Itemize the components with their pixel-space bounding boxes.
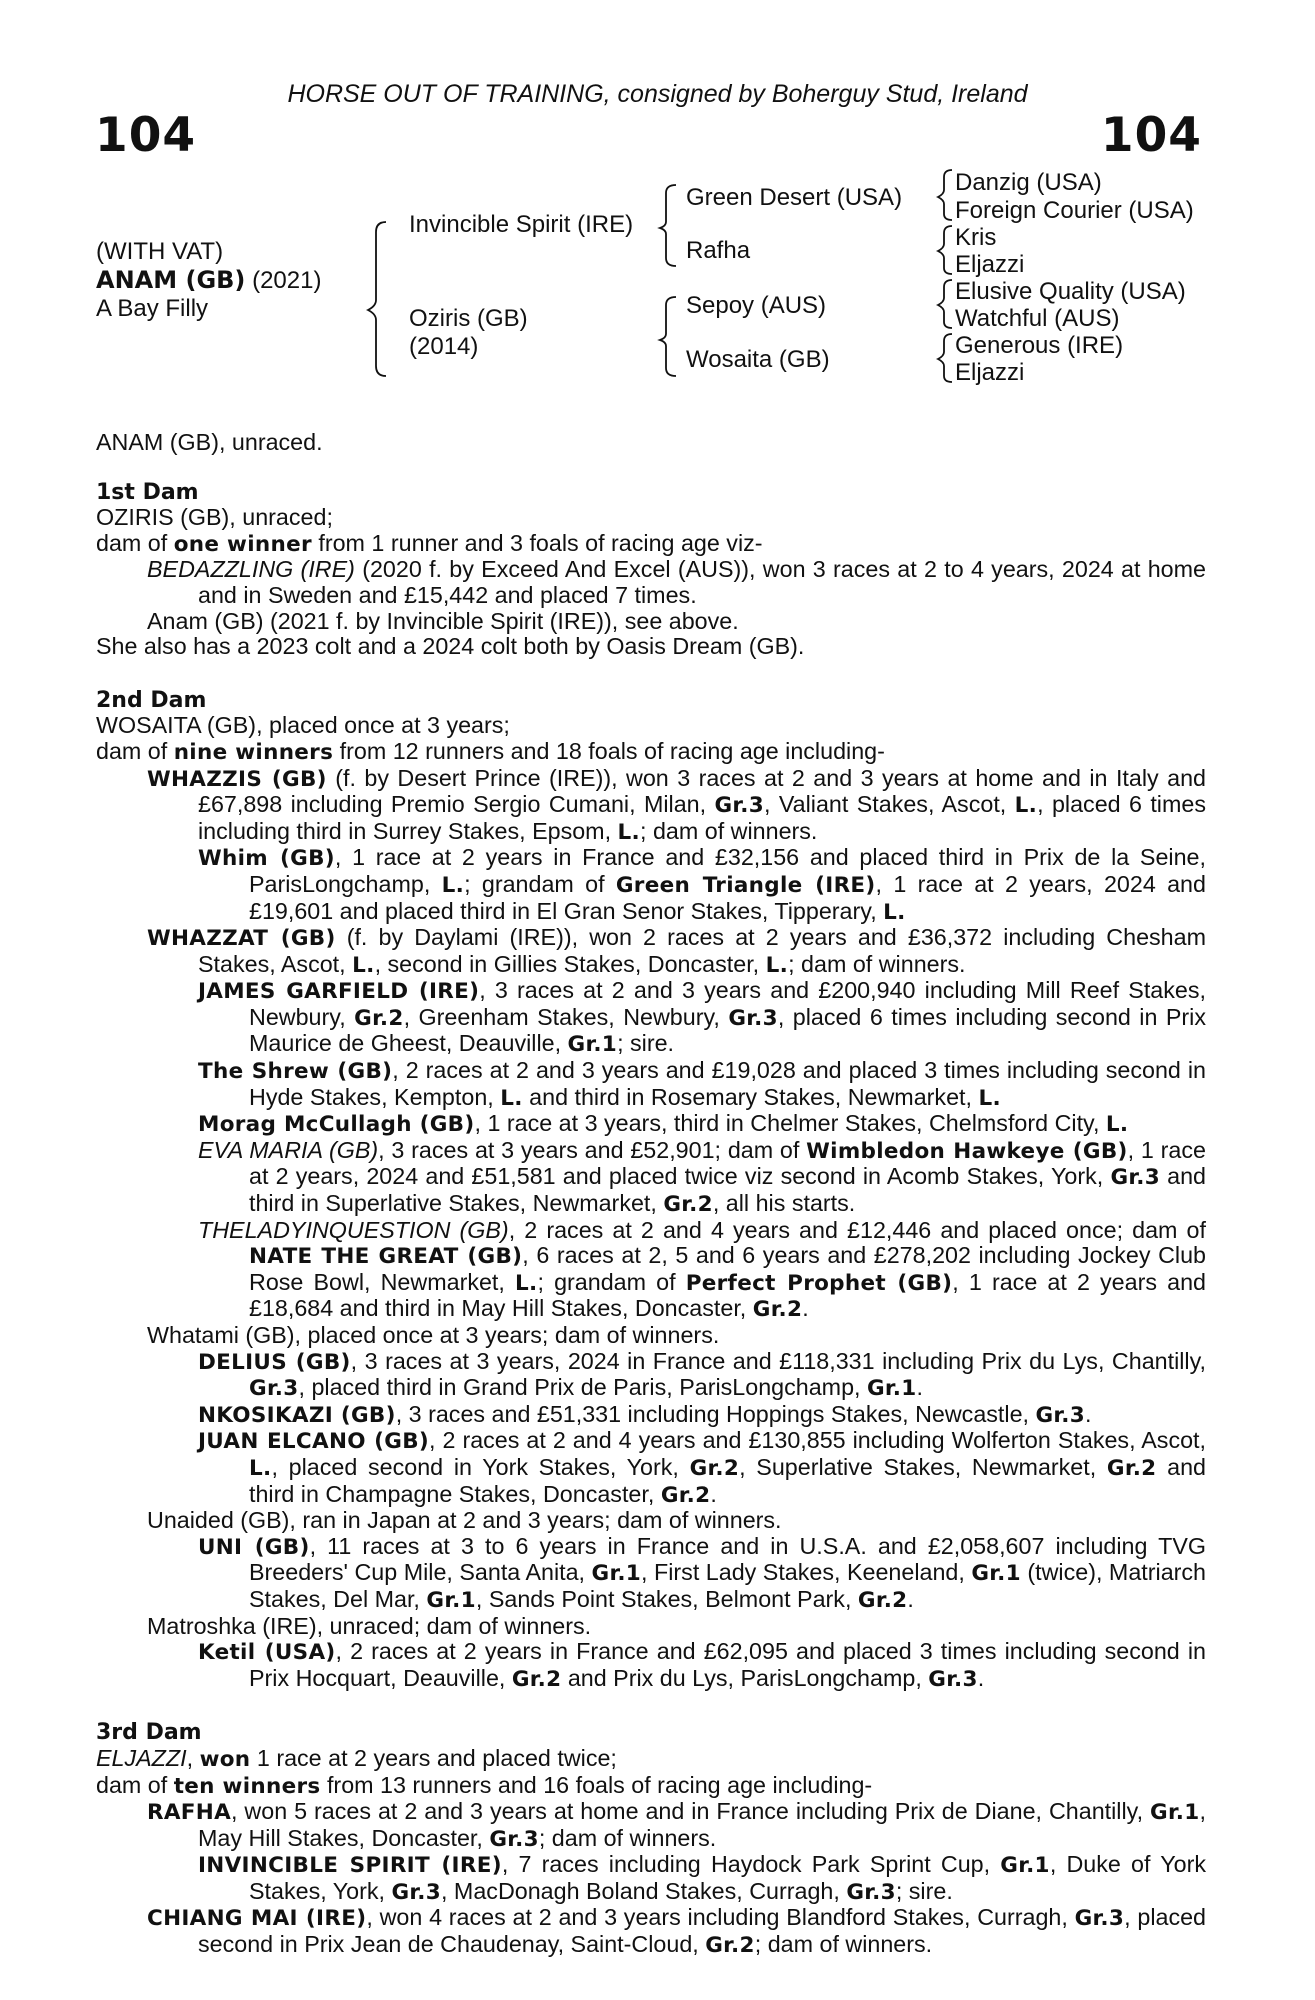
catalogue-body	[96, 430, 1206, 1959]
entry-morag-mccullagh: Morag McCullagh (GB), 1 race at 3 years, third in Chelmer Stakes, Chelmsford City, L.	[198, 1110, 1129, 1138]
g-bracket-2	[938, 226, 952, 274]
great-grandam-1: Foreign Courier (USA)	[955, 197, 1194, 224]
lot-number-left: 104	[95, 108, 197, 163]
second-dam-heading: 2nd Dam	[96, 687, 207, 713]
dam-bracket	[660, 297, 676, 376]
third-dam-line2: dam of ten winners from 13 runners and 16 foals of racing age including-	[96, 1771, 873, 1799]
first-dam-line1: OZIRIS (GB), unraced;	[96, 504, 333, 531]
second-dam-line2: dam of nine winners from 12 runners and 18 foals of racing age including-	[96, 737, 885, 765]
sire: Invincible Spirit (IRE)	[409, 211, 634, 238]
g-bracket-1	[938, 170, 952, 220]
entry-juan-elcano: JUAN ELCANO (GB), 2 races at 2 and 4 years and £130,855 including Wolferton Stakes, Ascot, L., placed second in York Stakes, York, Gr.2, Superlative Stakes, Newmarket, Gr.2 and third in Champagne Stakes, Doncaster, Gr.2.	[198, 1427, 1206, 1508]
first-dam-line2: dam of one winner from 1 runner and 3 foals of racing age viz-	[96, 529, 763, 557]
entry-nkosikazi: NKOSIKAZI (GB), 3 races and £51,331 including Hoppings Stakes, Newcastle, Gr.3.	[198, 1400, 1092, 1428]
sire-dam: Rafha	[686, 237, 751, 264]
entry-eva-maria: EVA MARIA (GB), 3 races at 3 years and £52,901; dam of Wimbledon Hawkeye (GB), 1 race at 2 years, 2024 and £51,581 and placed twice viz second in Acomb Stakes, York, Gr.3 and third in Superlative Stakes, Newmarket, Gr.2, all his starts.	[198, 1136, 1206, 1218]
third-dam-heading: 3rd Dam	[96, 1720, 202, 1746]
main-bracket	[368, 222, 386, 376]
dam-sire: Sepoy (AUS)	[686, 292, 827, 319]
subject-name-line	[96, 266, 321, 295]
entry-james-garfield: JAMES GARFIELD (IRE), 3 races at 2 and 3 years and £200,940 including Mill Reef Stakes, Newbury, Gr.2, Greenham Stakes, Newbury, Gr.3, placed 6 times including second in Prix Maurice de Gheest, Deauville, Gr.1; sire.	[198, 977, 1206, 1058]
sire-bracket	[660, 185, 676, 266]
entry-delius: DELIUS (GB), 3 races at 3 years, 2024 in France and £118,331 including Prix du Lys, Chantilly, Gr.3, placed third in Grand Prix de Paris, ParisLongchamp, Gr.1.	[198, 1347, 1206, 1402]
vat-label: (WITH VAT)	[96, 238, 224, 265]
dam-year: (2014)	[409, 333, 479, 360]
entry-the-shrew: The Shrew (GB), 2 races at 2 and 3 years and £19,028 and placed 3 times including second in Hyde Stakes, Kempton, L. and third in Rosemary Stakes, Newmarket, L.	[198, 1057, 1207, 1111]
entry-ketil: Ketil (USA), 2 races at 2 years in France and £62,095 and placed 3 times including second in Prix Hocquart, Deauville, Gr.2 and Prix du Lys, ParisLongchamp, Gr.3.	[198, 1638, 1206, 1692]
second-dam-line1: WOSAITA (GB), placed once at 3 years;	[96, 712, 510, 739]
entry-uni: UNI (GB), 11 races at 3 to 6 years in France and in U.S.A. and £2,058,607 including TVG Breeders' Cup Mile, Santa Anita, Gr.1, First Lady Stakes, Keeneland, Gr.1 (twice), Matriarch Stakes, Del Mar, Gr.1, Sands Point Stakes, Belmont Park, Gr.2.	[198, 1532, 1207, 1613]
entry-chiang-mai: CHIANG MAI (IRE), won 4 races at 2 and 3 years including Blandford Stakes, Curragh, Gr.3, placed second in Prix Jean de Chaudenay, Saint-Cloud, Gr.2; dam of winners.	[147, 1904, 1207, 1959]
lot-number-right: 104	[1100, 108, 1202, 163]
intro-line: ANAM (GB), unraced.	[96, 429, 323, 455]
subject-description: A Bay Filly	[96, 295, 209, 322]
first-dam-heading: 1st Dam	[96, 479, 199, 505]
dam-dam: Wosaita (GB)	[686, 346, 830, 373]
great-grandam-4: Eljazzi	[955, 359, 1025, 386]
entry-unaided: Unaided (GB), ran in Japan at 2 and 3 years; dam of winners.	[147, 1507, 782, 1534]
great-grandsire-3: Elusive Quality (USA)	[955, 278, 1186, 305]
subject-year: (2021)	[252, 267, 322, 294]
entry-whatami: Whatami (GB), placed once at 3 years; dam of winners.	[147, 1322, 720, 1348]
subject-name: ANAM (GB)	[96, 266, 246, 294]
entry-theladyinquestion: THELADYINQUESTION (GB), 2 races at 2 and 4 years and £12,446 and placed once; dam of NATE THE GREAT (GB), 6 races at 2, 5 and 6 years and £278,202 including Jockey Club Rose Bowl, Newmarket, L.; grandam of Perfect Prophet (GB), 1 race at 2 years and £18,684 and third in May Hill Stakes, Doncaster, Gr.2.	[198, 1216, 1207, 1323]
entry-whazzat: WHAZZAT (GB) (f. by Daylami (IRE)), won 2 races at 2 years and £36,372 including Chesham Stakes, Ascot, L., second in Gillies Stakes, Doncaster, L.; dam of winners.	[147, 924, 1206, 978]
entry-rafha: RAFHA, won 5 races at 2 and 3 years at home and in France including Prix de Diane, Chantilly, Gr.1, May Hill Stakes, Doncaster, Gr.3; dam of winners.	[147, 1798, 1206, 1852]
great-grandsire-1: Danzig (USA)	[955, 169, 1102, 196]
entry-whim: Whim (GB), 1 race at 2 years in France and £32,156 and placed third in Prix de la Seine, ParisLongchamp, L.; grandam of Green Triangle (IRE), 1 race at 2 years, 2024 and £19,601 and placed third in El Gran Senor Stakes, Tipperary, L.	[198, 844, 1206, 925]
third-dam-line1: ELJAZZI, won 1 race at 2 years and placed twice;	[96, 1744, 617, 1772]
dam: Oziris (GB)	[409, 305, 528, 332]
g-bracket-3	[938, 280, 952, 328]
entry-whazzis: WHAZZIS (GB) (f. by Desert Prince (IRE)), won 3 races at 2 and 3 years at home and in Italy and £67,898 including Premio Sergio Cumani, Milan, Gr.3, Valiant Stakes, Ascot, L., placed 6 times including third in Surrey Stakes, Epsom, L.; dam of winners.	[147, 764, 1206, 845]
sire-sire: Green Desert (USA)	[686, 184, 903, 211]
first-dam-note: She also has a 2023 colt and a 2024 colt both by Oasis Dream (GB).	[96, 633, 805, 660]
great-grandam-3: Watchful (AUS)	[955, 305, 1120, 332]
g-bracket-4	[938, 334, 952, 382]
entry-anam: Anam (GB) (2021 f. by Invincible Spirit (IRE)), see above.	[147, 607, 739, 634]
great-grandsire-2: Kris	[955, 224, 997, 251]
entry-bedazzling: BEDAZZLING (IRE) (2020 f. by Exceed And Excel (AUS)), won 3 races at 2 to 4 years, 2024 at home and in Sweden and £15,442 and placed 7 times.	[147, 556, 1206, 608]
entry-matroshka: Matroshka (IRE), unraced; dam of winners.	[147, 1612, 592, 1639]
consignment-header: HORSE OUT OF TRAINING, consigned by Boherguy Stud, Ireland	[287, 80, 1028, 108]
subject-block	[96, 238, 321, 323]
entry-invincible-spirit: INVINCIBLE SPIRIT (IRE), 7 races including Haydock Park Sprint Cup, Gr.1, Duke of York Stakes, York, Gr.3, MacDonagh Boland Stakes, Curragh, Gr.3; sire.	[198, 1851, 1206, 1905]
great-grandsire-4: Generous (IRE)	[955, 332, 1124, 359]
great-grandam-2: Eljazzi	[955, 251, 1025, 278]
